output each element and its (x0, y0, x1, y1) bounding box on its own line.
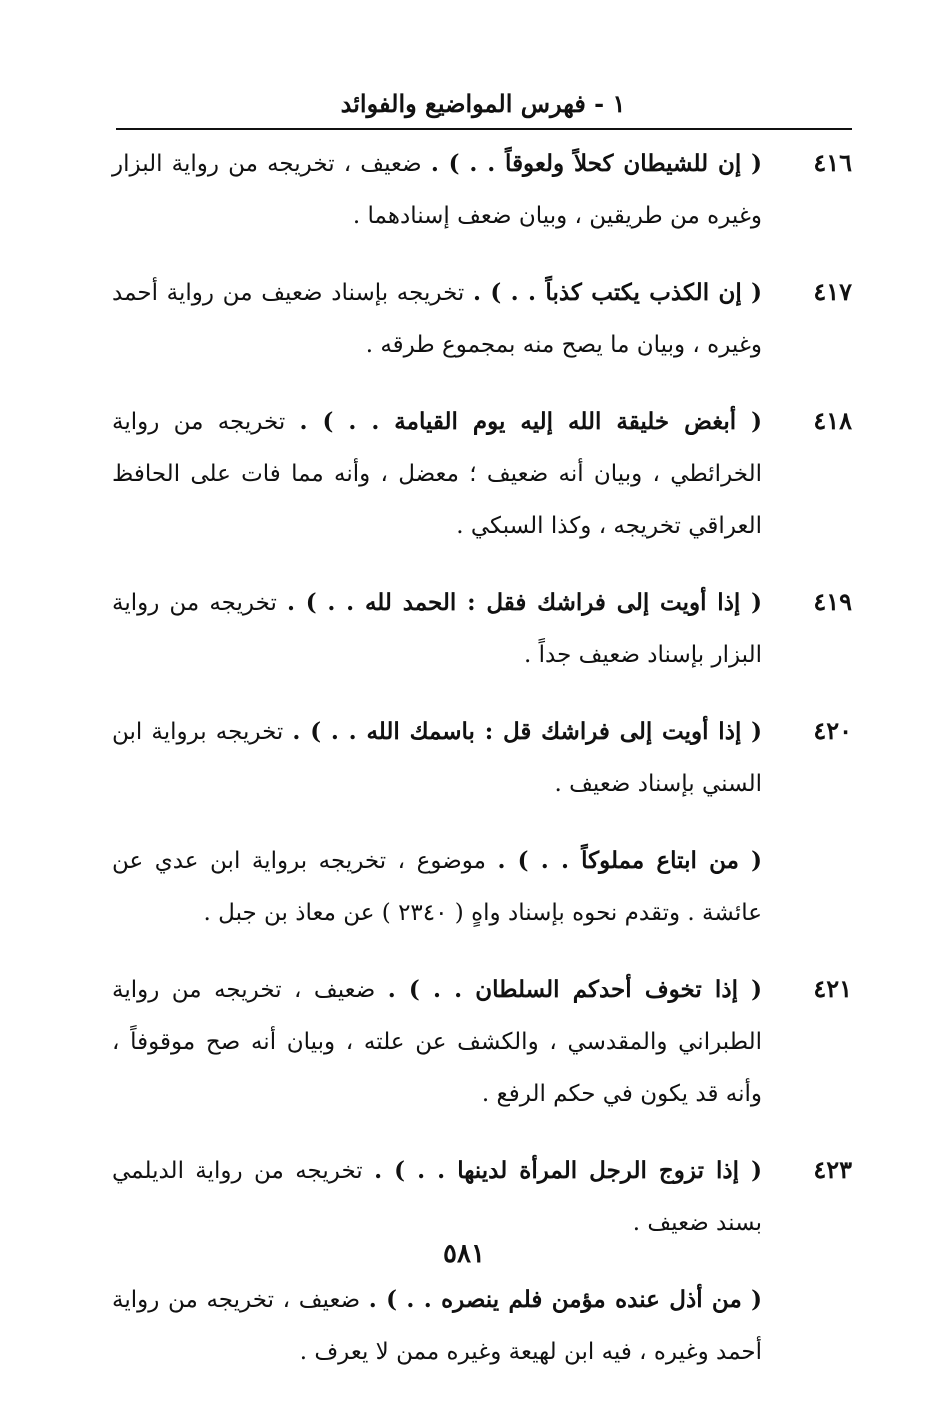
entry-body (112, 396, 762, 552)
entry-title: ( من ابتاع مملوكاً . . ) . (497, 847, 762, 874)
entry-title: ( من أذل عنده مؤمن فلم ينصره . . ) . (368, 1286, 762, 1313)
entry-number: ٤٢١ (813, 974, 852, 1003)
entry-title: ( إذا تزوج الرجل المرأة لدينها . . ) . (374, 1157, 762, 1184)
entry-body (112, 577, 762, 681)
entry-text: تخريجه من رواية الديلمي بسند ضعيف . (112, 1158, 762, 1236)
entry-text: ضعيف ، تخريجه من رواية أحمد وغيره ، فيه ابن لهيعة وغيره ممن لا يعرف . (112, 1287, 762, 1365)
index-subentry (112, 1274, 852, 1378)
entry-number: ٤١٨ (813, 406, 852, 435)
page-number: ٥٨١ (443, 1239, 485, 1269)
entry-body (112, 835, 762, 939)
entry-text: ضعيف ، تخريجه من رواية الطبراني والمقدسي ، والكشف عن علته ، وبيان أنه صح موقوفاً ، وأنه قد يكون في حكم الرفع . (112, 977, 762, 1107)
running-head: ١ - فهرس المواضيع والفوائد (340, 89, 626, 118)
index-subentry (112, 835, 852, 939)
entry-number: ٤٢٠ (813, 716, 852, 745)
entry-title: ( إن الكذب يكتب كذباً . . ) . (473, 279, 762, 306)
entry-text: موضوع ، تخريجه برواية ابن عدي عن عائشة . وتقدم نحوه بإسناد واهٍ ( ٢٣٤٠ ) عن معاذ بن جبل . (112, 848, 762, 926)
header-rule (116, 128, 852, 130)
index-entry (112, 267, 852, 371)
entry-body (112, 964, 762, 1120)
entry-title: ( إذا أويت إلى فراشك قل : باسمك الله . . ) . (292, 718, 762, 745)
index-entry (112, 577, 852, 681)
entry-number: ٤١٩ (813, 587, 852, 616)
index-entry (112, 138, 852, 242)
index-entry (112, 964, 852, 1120)
entry-text: تخريجه بإسناد ضعيف من رواية أحمد وغيره ، وبيان ما يصح منه بمجموع طرقه . (112, 280, 762, 358)
index-entries (112, 138, 852, 1403)
entry-number: ٤١٧ (813, 277, 852, 306)
entry-text: تخريجه من رواية البزار بإسناد ضعيف جداً . (112, 590, 762, 668)
entry-title: ( إذا أويت إلى فراشك فقل : الحمد لله . . ) . (286, 589, 762, 616)
entry-text: تخريجه من رواية الخرائطي ، وبيان أنه ضعيف ؛ معضل ، وأنه مما فات على الحافظ العراقي تخريجه ، وكذا السبكي . (112, 409, 762, 539)
entry-number: ٤٢٣ (813, 1155, 852, 1184)
entry-title: ( إذا تخوف أحدكم السلطان . . ) . (387, 976, 762, 1003)
entry-number: ٤١٦ (813, 148, 852, 177)
entry-body (112, 1274, 762, 1378)
index-entry (112, 396, 852, 552)
entry-title: ( إن للشيطان كحلاً ولعوقاً . . ) . (430, 150, 763, 177)
index-entry (112, 706, 852, 810)
entry-body (112, 138, 762, 242)
entry-body (112, 706, 762, 810)
entry-text: تخريجه برواية ابن السني بإسناد ضعيف . (112, 719, 762, 797)
entry-body (112, 267, 762, 371)
entry-title: ( أبغض خليقة الله إليه يوم القيامة . . ) . (299, 408, 762, 435)
entry-text: ضعيف ، تخريجه من رواية البزار وغيره من طريقين ، وبيان ضعف إسنادهما . (112, 151, 762, 229)
